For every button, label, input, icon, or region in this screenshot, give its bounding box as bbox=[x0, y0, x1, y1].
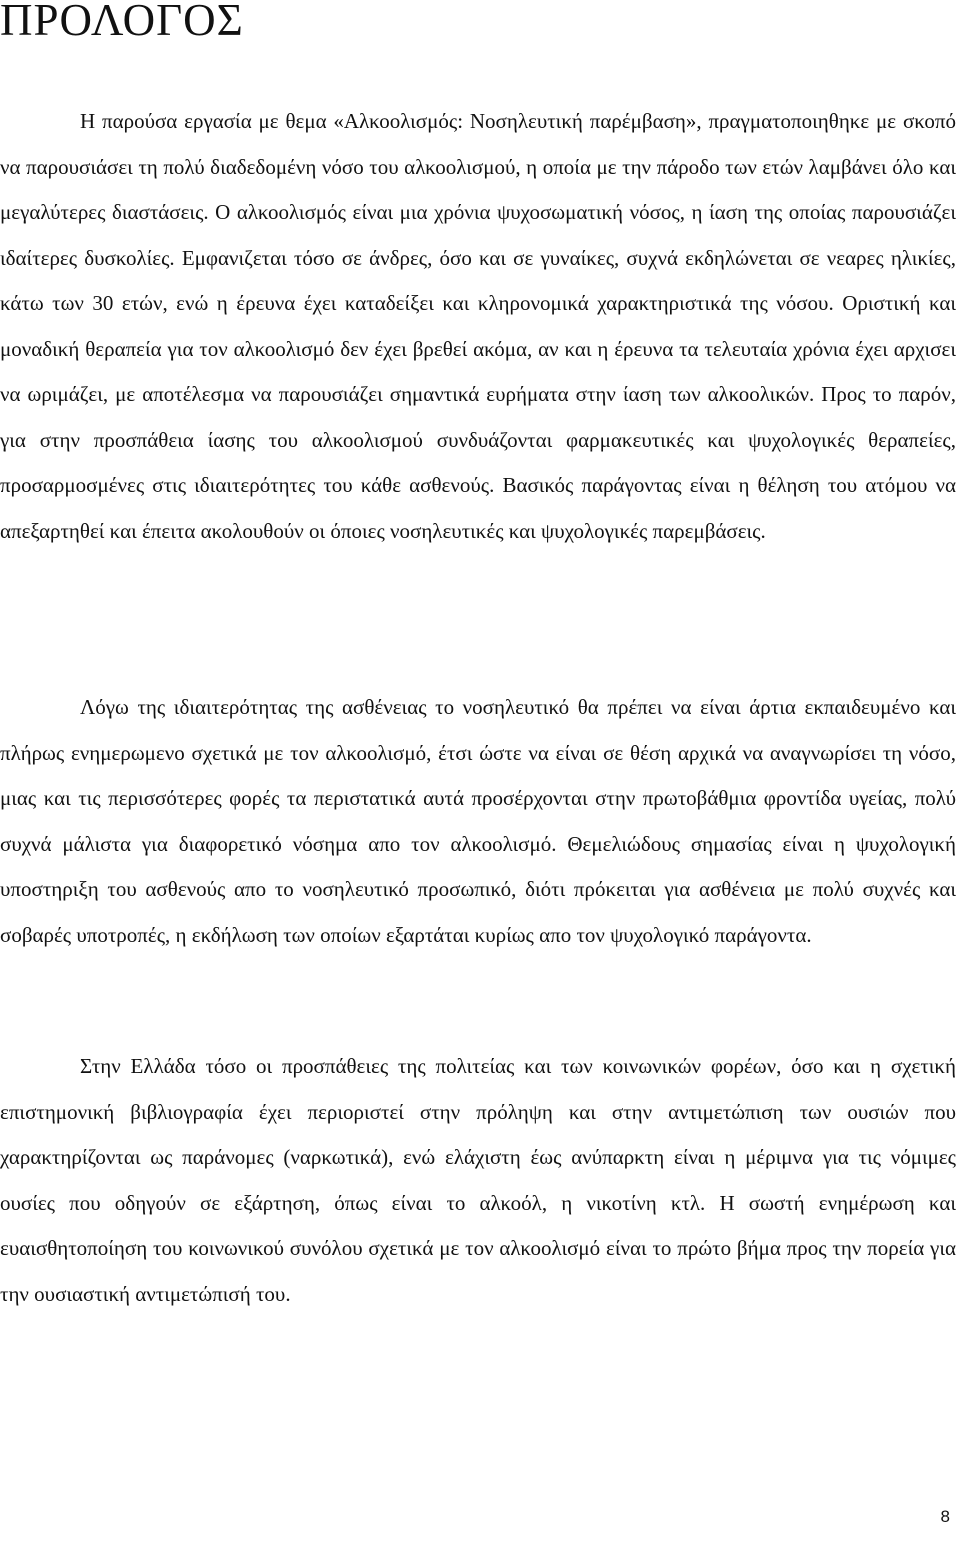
paragraph-1: Η παρούσα εργασία με θεμα «Αλκοολισμός: Νοσηλευτική παρέμβαση», πραγματοποιηθηκε με σκοπό να παρουσιάσει τη πολύ διαδεδομένη νόσο του αλκοολισμού, η οποία με την πάροδο των ετών λαμβάνει όλο και μεγαλύτερες διαστάσεις. Ο αλκοολισμός είναι μια χρόνια ψυχοσωματική νόσος, η ίαση της οποίας παρουσιάζει ιδαίτερες δυσκολίες. Εμφανιζεται τόσο σε άνδρες, όσο και σε γυναίκες, συχνά εκδηλώνεται σε νεαρες ηλικίες, κάτω των 30 ετών, ενώ η έρευνα έχει καταδείξει και κληρονομικά χαρακτηριστικά της νόσου. Οριστική και μοναδική θεραπεία για τον αλκοολισμό δεν έχει βρεθεί ακόμα, αν και η έρευνα τα τελευταία χρόνια έχει αρχισει να ωριμάζει, με αποτέλεσμα να παρουσιάζει σημαντικά ευρήματα στην ίαση των αλκοολικών. Προς το παρόν, για στην προσπάθεια ίασης του αλκοολισμού συνδυάζονται φαρμακευτικές και ψυχολογικές θεραπείες, προσαρμοσμένες στις ιδιαιτερότητες του κάθε ασθενούς. Βασικός παράγοντας είναι η θέληση του ατόμου να απεξαρτηθεί και έπειτα ακολουθούν οι όποιες νοσηλευτικές και ψυχολογικές παρεμβάσεις. bbox=[0, 109, 956, 543]
paragraph-3: Στην Ελλάδα τόσο οι προσπάθειες της πολιτείας και των κοινωνικών φορέων, όσο και η σχετική επιστημονική βιβλιογραφία έχει περιοριστεί στην πρόληψη και στην αντιμετώπιση των ουσιών που χαρακτηρίζονται ως παράνομες (ναρκωτικά), ενώ ελάχιστη έως ανύπαρκτη είναι η μέριμνα για τις νόμιμες ουσίες που οδηγούν σε εξάρτηση, όπως είναι το αλκοόλ, η νικοτίνη κτλ. Η σωστή ενημέρωση και ευαισθητοποίηση του κοινωνικού συνόλου σχετικά με τον αλκοολισμό είναι το πρώτο βήμα προς την πορεία για την ουσιαστική αντιμετώπισή του. bbox=[0, 1054, 956, 1306]
document-body-2 bbox=[0, 685, 956, 958]
page-title: ΠΡΟΛΟΓΟΣ bbox=[0, 0, 244, 45]
page-number: 8 bbox=[940, 1507, 950, 1526]
document-body-3 bbox=[0, 1044, 956, 1317]
document-body bbox=[0, 99, 956, 554]
paragraph-2: Λόγω της ιδιαιτερότητας της ασθένειας το νοσηλευτικό θα πρέπει να είναι άρτια εκπαιδευμένο και πλήρως ενημερωμενο σχετικά με τον αλκοολισμό, έτσι ώστε να είναι σε θέση αρχικά να αναγνωρίσει τη νόσο, μιας και τις περισσότερες φορές τα περιστατικά αυτά προσέρχονται στην πρωτοβάθμια φροντίδα υγείας, πολύ συχνά μάλιστα για διαφορετικό νόσημα απο τον αλκοολισμό. Θεμελιώδους σημασίας είναι η ψυχολογική υποστηριξη του ασθενούς απο το νοσηλευτικό προσωπικό, διότι πρόκειται για ασθένεια με πολύ συχνές και σοβαρές υποτροπές, η εκδήλωση των οποίων εξαρτάται κυρίως απο τον ψυχολογικό παράγοντα. bbox=[0, 695, 956, 947]
